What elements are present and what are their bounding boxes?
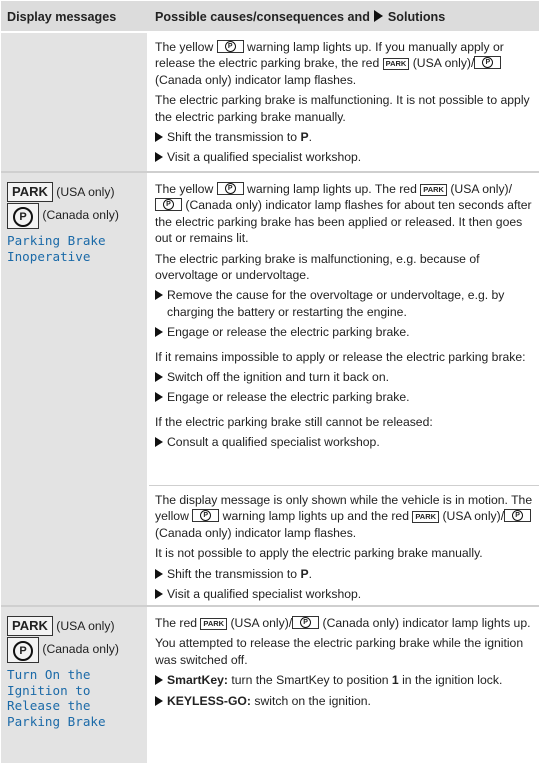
message-table (1, 1, 539, 763)
row2-solution-cell (149, 173, 539, 485)
header-causes-solutions: Possible causes/consequences and Solutions (155, 10, 446, 24)
row2-if-impossible-text: If it remains impossible to apply or release the electric parking brake: (155, 349, 526, 364)
row1-step-workshop: Visit a qualified specialist workshop. (155, 149, 533, 165)
row2-step-ignition: Switch off the ignition and turn it back on. (155, 369, 533, 385)
row2-step-consult: Consult a qualified specialist workshop. (155, 434, 533, 450)
park-lamp-icon: PARK (7, 616, 53, 636)
row1-solution-cell (149, 33, 539, 171)
park-indicator-icon: PARK (420, 184, 447, 196)
row2-still-not-released-text: If the electric parking brake still cannot be released: (155, 414, 433, 429)
park-indicator-icon: PARK (383, 58, 410, 70)
header-display-messages: Display messages (7, 10, 117, 24)
parking-brake-indicator-icon: P (292, 616, 319, 629)
row1-message-cell (1, 33, 147, 171)
row2-text: The yellow P warning lamp lights up. The red PARK (USA only)/ P (Canada only) indicator lamp flashes for about ten seconds after the electric parking brake has been applied or released. It then goes out or remains lit. (155, 182, 532, 246)
parking-brake-warning-lamp-icon: P (217, 40, 244, 53)
parking-brake-lamp-icon: P (7, 203, 39, 229)
row1-text: The yellow P warning lamp lights up. If you manually apply or release the electric parking brake, the red PARK (USA only)/ P (Canada only) indicator lamp flashes. (155, 40, 504, 87)
row3-step-keyless-go: KEYLESS-GO: switch on the ignition. (155, 693, 533, 709)
display-message-parking-brake-inoperative: Parking Brake Inoperative (7, 233, 106, 264)
row1-step-shift: Shift the transmission to P. (155, 129, 533, 145)
row3-message-cell: PARK (USA only) P (Canada only) Turn On the Ignition to Release the Parking Brake (1, 607, 147, 763)
row2-step-engage: Engage or release the electric parking brake. (155, 324, 533, 340)
row2b-step-shift: Shift the transmission to P. (155, 566, 533, 582)
park-lamp-icon: PARK (7, 182, 53, 202)
display-message-turn-on-ignition: Turn On the Ignition to Release the Parking Brake (7, 667, 106, 729)
row3-solution-cell (149, 607, 539, 763)
row2b-manual-text: It is not possible to apply the electric parking brake manually. (155, 546, 483, 561)
parking-brake-indicator-icon: P (504, 509, 531, 522)
parking-brake-indicator-icon: P (155, 198, 182, 211)
parking-brake-warning-lamp-icon: P (192, 509, 219, 522)
row2-malfunction-text: The electric parking brake is malfunctioning, e.g. because of overvoltage or undervoltage. (155, 251, 480, 283)
park-indicator-icon: PARK (200, 618, 227, 630)
row3-step-smartkey: SmartKey: turn the SmartKey to position 1 in the ignition lock. (155, 672, 533, 688)
parking-brake-indicator-icon: P (474, 56, 501, 69)
solution-arrow-icon (374, 10, 383, 22)
park-indicator-icon: PARK (412, 511, 439, 523)
row2-message-cell: PARK (USA only) P (Canada only) Parking Brake Inoperative (1, 173, 147, 605)
row2-step-engage-again: Engage or release the electric parking brake. (155, 389, 533, 405)
row3-text: The red PARK (USA only)/ P (Canada only) indicator lamp lights up. (155, 616, 531, 630)
row2b-solution-cell (149, 486, 539, 605)
parking-brake-warning-lamp-icon: P (217, 182, 244, 195)
table-header (1, 1, 539, 33)
row1-malfunction-text: The electric parking brake is malfunctioning. It is not possible to apply the electric parking brake manually. (155, 93, 530, 124)
parking-brake-lamp-icon: P (7, 637, 39, 663)
row2b-step-workshop: Visit a qualified specialist workshop. (155, 586, 533, 602)
row2-step-remove-cause: Remove the cause for the overvoltage or undervoltage, e.g. by charging the battery or restarting the engine. (155, 287, 533, 320)
row3-attempt-text: You attempted to release the electric parking brake while the ignition was switched off. (155, 636, 524, 667)
row2b-text: The display message is only shown while the vehicle is in motion. The yellow P warning lamp lights up and the red PARK (USA only)/ P (Canada only) indicator lamp flashes. (155, 493, 533, 540)
